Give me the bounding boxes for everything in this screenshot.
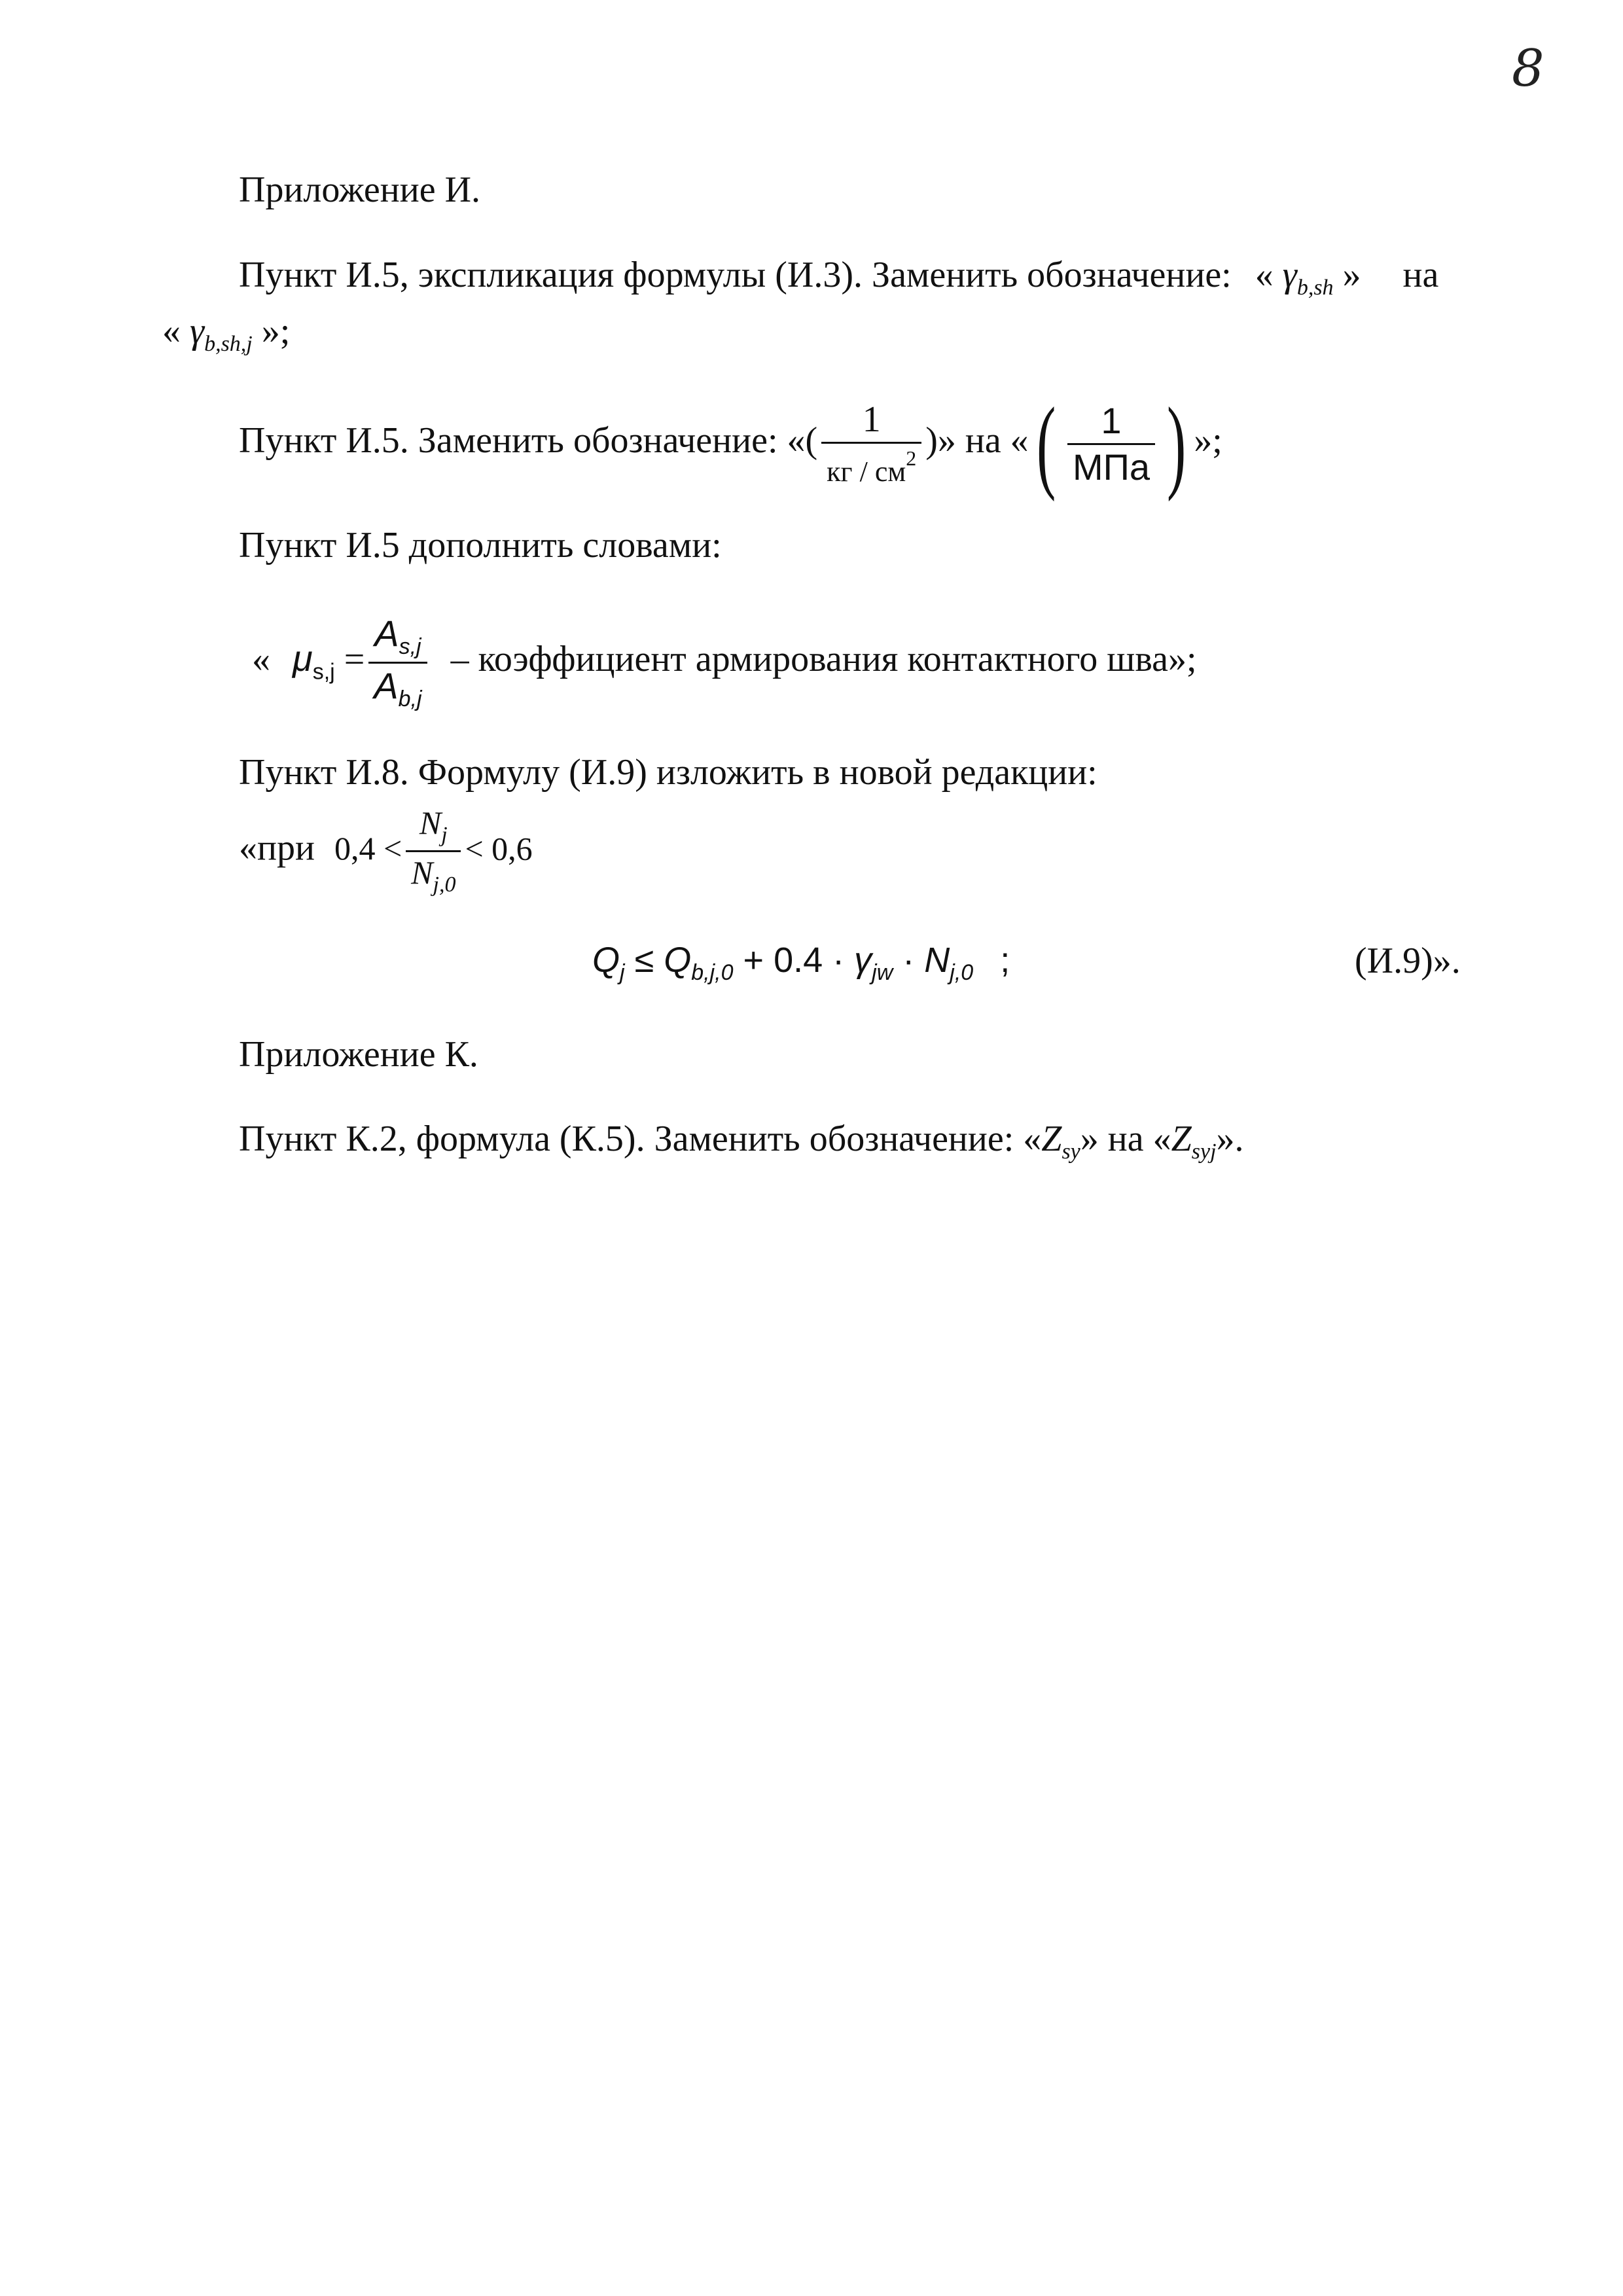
- paragraph-1-line-1: [239, 257, 1438, 299]
- quote-close: »: [1342, 255, 1361, 295]
- paragraph-4: [252, 615, 1197, 710]
- paragraph-3: Пункт И.5 дополнить словами:: [239, 525, 722, 565]
- appendix-k-heading: Приложение К.: [239, 1034, 478, 1075]
- fraction-numerator: 1: [1067, 403, 1155, 445]
- quote-open: «: [162, 311, 181, 351]
- gamma-symbol: γ: [1282, 255, 1297, 295]
- gamma-symbol: γ: [854, 941, 872, 980]
- plus-coefficient: + 0.4 ·: [743, 941, 845, 980]
- quote-open: «: [1255, 255, 1274, 295]
- fraction-denominator: $N_{j,0}$: [411, 854, 456, 897]
- gamma-symbol: γ: [190, 311, 205, 351]
- p1-text: Пункт И.5, экспликация формулы (И.3). Заменить обозначение:: [239, 255, 1232, 295]
- n-subscript: j,0: [950, 960, 974, 985]
- fraction-denominator: кг / $см^2$: [827, 446, 917, 488]
- p7-end: ».: [1216, 1119, 1244, 1159]
- paragraph-1-line-2: [162, 313, 290, 355]
- right-paren: ): [1167, 386, 1186, 502]
- fraction-new-units: [1067, 399, 1155, 488]
- p7-text: Пункт К.2, формула (К.5). Заменить обозначение: «: [239, 1119, 1042, 1159]
- lower-bound: 0,4 <: [334, 830, 402, 867]
- z-new-subscript: syj: [1191, 1139, 1217, 1164]
- fraction-numerator: 1: [821, 401, 921, 444]
- paragraph-5: Пункт И.8. Формулу (И.9) изложить в новой редакции:: [239, 752, 1097, 793]
- page-number: 8: [1512, 39, 1544, 98]
- paragraph-6: [239, 806, 533, 896]
- p7-mid: » на «: [1080, 1119, 1171, 1159]
- fraction-numerator: $A_{s,j}$: [368, 615, 427, 664]
- fraction-denominator: $A_{b,j}$: [374, 665, 422, 711]
- upper-bound: < 0,6: [465, 830, 533, 867]
- gamma-old-subscript: b,sh: [1296, 276, 1334, 300]
- paragraph-2: [239, 386, 1222, 502]
- formula-label: (И.9)».: [1355, 941, 1461, 981]
- fraction-numerator: $N_j$: [406, 806, 461, 852]
- qb-subscript: b,j,0: [691, 960, 734, 985]
- semicolon: ;: [1000, 941, 1010, 980]
- p2-end: »;: [1194, 420, 1222, 461]
- quote-open: «: [252, 639, 270, 680]
- dot-operator: ·: [902, 941, 915, 980]
- fraction-old-units: [821, 401, 921, 486]
- z-symbol: Z: [1171, 1119, 1192, 1159]
- n-symbol: N: [924, 941, 950, 980]
- quote-close: »;: [261, 311, 291, 351]
- p4-text: – коэффициент армирования контактного шва»;: [450, 639, 1197, 680]
- p2-mid: )» на «: [925, 420, 1029, 461]
- paragraph-7: [239, 1121, 1244, 1163]
- p2-text: Пункт И.5. Заменить обозначение: «(: [239, 420, 818, 461]
- z-old-subscript: sy: [1061, 1139, 1080, 1164]
- fraction-ratio: [368, 615, 427, 710]
- mu-symbol: μ: [293, 637, 313, 679]
- q-symbol: Q: [592, 941, 620, 980]
- appendix-i-heading: Приложение И.: [239, 170, 481, 210]
- fraction-n-ratio: [406, 806, 461, 896]
- gamma-subscript: jw: [872, 960, 893, 985]
- qb-symbol: Q: [664, 941, 692, 980]
- formula-i9: [592, 942, 1010, 984]
- p6-prefix: «при: [239, 827, 315, 869]
- z-symbol: Z: [1041, 1119, 1062, 1159]
- mu-subscript: s,j: [312, 659, 335, 685]
- less-equal-sign: ≤: [634, 941, 654, 980]
- gamma-new-subscript: b,sh,j: [204, 332, 253, 356]
- left-paren: (: [1036, 386, 1056, 502]
- word-na: на: [1402, 255, 1439, 295]
- equals-sign: =: [344, 639, 365, 680]
- fraction-denominator: МПа: [1072, 446, 1150, 488]
- q-subscript: j: [620, 960, 625, 985]
